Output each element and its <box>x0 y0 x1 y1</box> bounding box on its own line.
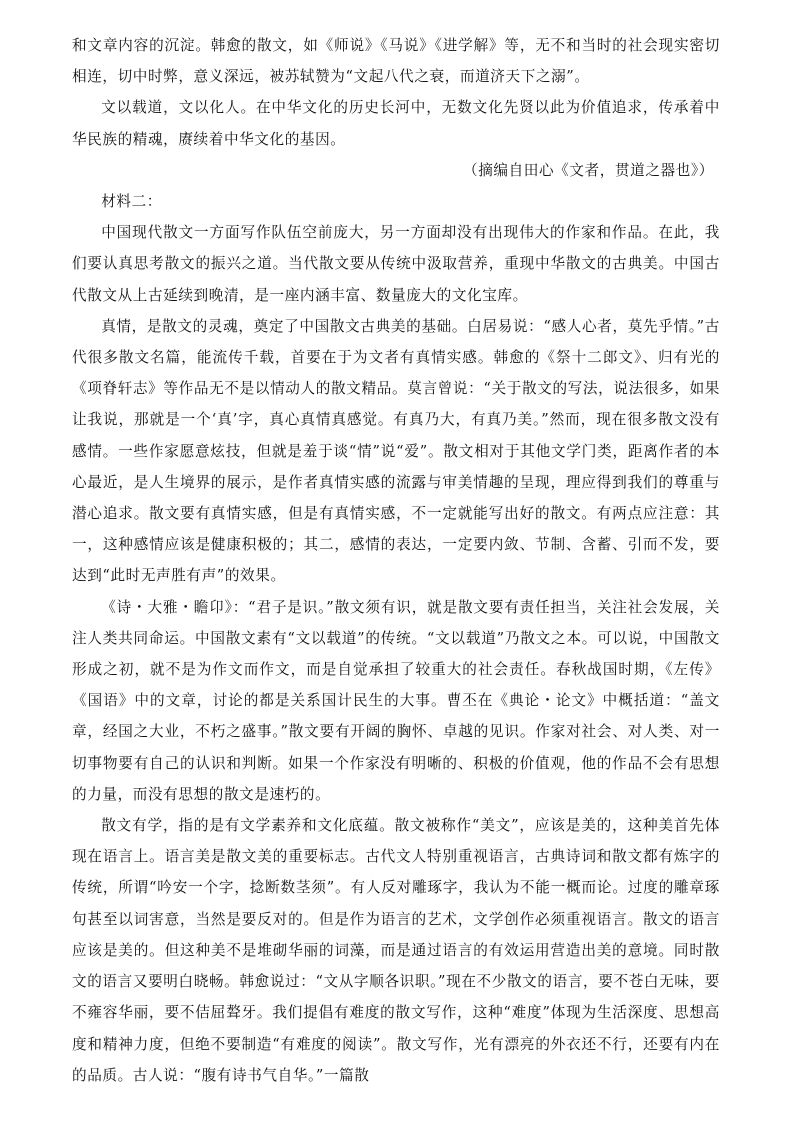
paragraph-wen-yi-zai-dao: 文以载道，文以化人。在中华文化的历史长河中，无数文化先贤以此为价值追求，传承着中华民族的精魂，赓续着中华文化的基因。 <box>72 99 720 148</box>
source-citation: （摘编自田心《文者，贯道之器也》） <box>463 161 714 179</box>
paragraph-true-feeling: 真情，是散文的灵魂，奠定了中国散文古典美的基础。白居易说：“感人心者，莫先乎情。”古代很多散文名篇，能流传千载，首要在于为文者有真情实感。韩愈的《祭十二郎文》、归有光的《项脊轩志》等作品无不是以情动人的散文精品。莫言曾说：“关于散文的写法，说法很多，如果让我说，那就是一个‘真’字，真心真情真感觉。有真乃大，有真乃美。”然而，现在很多散文没有感情。一些作家愿意炫技，但就是羞于谈“情”说“爱”。散文相对于其他文学门类，距离作者的本心最近，是人生境界的展示，是作者真情实感的流露与审美情趣的呈现，理应得到我们的尊重与潜心追求。散文要有真情实感，但是有真情实感，不一定就能写出好的散文。有两点应注意：其一，这种感情应该是健康积极的；其二，感情的表达，一定要内敛、节制、含蓄、引而不发，要达到“此时无声胜有声”的效果。 <box>72 317 720 585</box>
paragraph-modern-prose: 中国现代散文一方面写作队伍空前庞大，另一方面却没有出现伟大的作家和作品。在此，我们要认真思考散文的振兴之道。当代散文要从传统中汲取营养，重现中华散文的古典美。中国古代散文从上古延续到晚清，是一座内涵丰富、数量庞大的文化宝库。 <box>72 224 720 304</box>
paragraph-han-yu-prose: 和文章内容的沉淀。韩愈的散文，如《师说》《马说》《进学解》等，无不和当时的社会现实密切相连，切中时弊，意义深远，被苏轼赞为“文起八代之衰，而道济天下之溺”。 <box>72 37 720 86</box>
paragraph-learning: 散文有学，指的是有文学素养和文化底蕴。散文被称作“美文”，应该是美的，这种美首先体现在语言上。语言美是散文美的重要标志。古代文人特别重视语言，古典诗词和散文都有炼字的传统，所谓“吟安一个字，捻断数茎须”。有人反对雕琢字，我认为不能一概而论。过度的雕章琢句甚至以词害意，当然是要反对的。但是作为语言的艺术，文学创作必须重视语言。散文的语言应该是美的。但这种美不是堆砌华丽的词藻，而是通过语言的有效运用营造出美的意境。同时散文的语言又要明白晓畅。韩愈说过：“文从字顺各识职。”现在不少散文的语言，要不苍白无味，要不雍容华丽，要不佶屈聱牙。我们提倡有难度的散文写作，这种“难度”体现为生活深度、思想高度和精神力度，但绝不要制造“有难度的阅读”。散文写作，光有漂亮的外衣还不行，还要有内在的品质。古人说：“腹有诗书气自华。”一篇散 <box>72 817 720 1084</box>
section-heading-material-2: 材料二： <box>101 193 162 211</box>
paragraph-insight: 《诗・大雅・瞻卬》：“君子是识。”散文须有识，就是散文要有责任担当，关注社会发展，关注人类共同命运。中国散文素有“文以载道”的传统。“文以载道”乃散文之本。可以说，中国散文形成之初，就不是为作文而作文，而是自觉承担了较重大的社会责任。春秋战国时期，《左传》《国语》中的文章，讨论的都是关系国计民生的大事。曹丕在《典论・论文》中概括道：“盖文章，经国之大业，不朽之盛事。”散文要有开阔的胸怀、卓越的见识。作家对社会、对人类、对一切事物要有自己的认识和判断。如果一个作家没有明晰的、积极的价值观，他的作品不会有思想的力量，而没有思想的散文是速朽的。 <box>72 598 720 803</box>
